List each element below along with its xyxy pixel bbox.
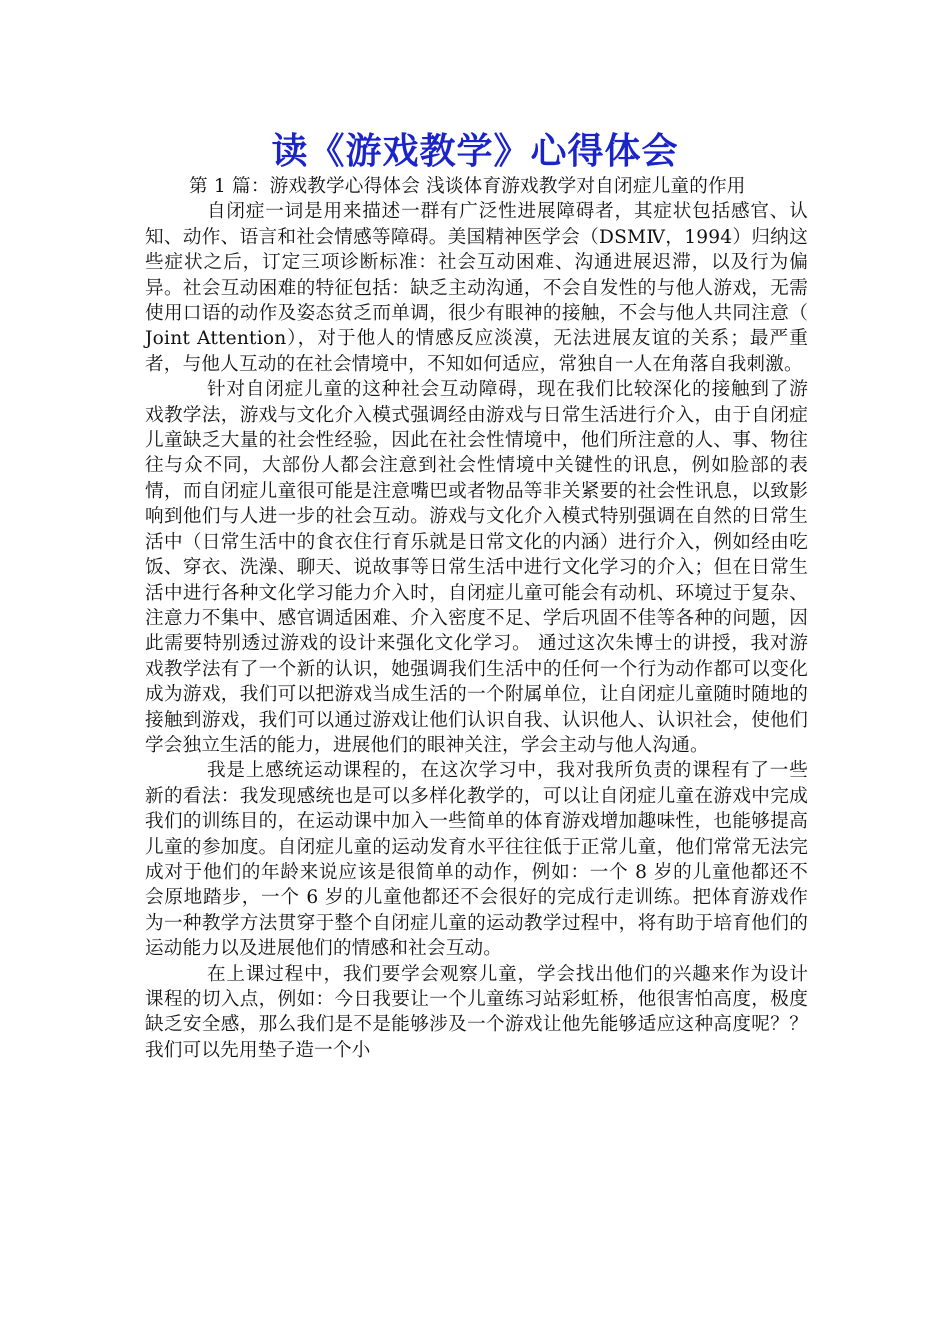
document-title: 读《游戏教学》心得体会 [271, 131, 679, 172]
paragraph-2: 针对自闭症儿童的这种社会互动障碍，现在我们比较深化的接触到了游戏教学法，游戏与文化介入模式强调经由游戏与日常生活进行介入，由于自闭症儿童缺乏大量的社会性经验，因此在社会性情境中，他们所注意的人、事、物往往与众不同，大部份人都会注意到社会性情境中关键性的讯息，例如脸部的表情，而自闭症儿童很可能是注意嘴巴或者物品等非关紧要的社会性讯息，以致影响到他们与人进一步的社会互动。游戏与文化介入模式特别强调在自然的日常生活中（日常生活中的食衣住行育乐就是日常文化的内涵）进行介入，例如经由吃饭、穿衣、洗澡、聊天、说故事等日常生活中进行文化学习的介入；但在日常生活中进行各种文化学习能力介入时，自闭症儿童可能会有动机、环境过于复杂、注意力不集中、感官调适困难、介入密度不足、学后巩固不佳等各种的问题，因此需要特别透过游戏的设计来强化文化学习。 通过这次朱博士的讲授，我对游戏教学法有了一个新的认识，她强调我们生活中的任何一个行为动作都可以变化成为游戏，我们可以把游戏当成生活的一个附属单位，让自闭症儿童随时随地的接触到游戏，我们可以通过游戏让他们认识自我、认识他人、认识社会，使他们学会独立生活的能力，进展他们的眼神关注，学会主动与他人沟通。 [145, 379, 808, 756]
article-subtitle: 第 1 篇：游戏教学心得体会 浅谈体育游戏教学对自闭症儿童的作用 [189, 176, 746, 197]
document-body [145, 174, 808, 1063]
paragraph-4: 在上课过程中，我们要学会观察儿童，学会找出他们的兴趣来作为设计课程的切入点，例如：今日我要让一个儿童练习站彩虹桥，他很害怕高度，极度缺乏安全感，那么我们是不是能够涉及一个游戏让他先能够适应这种高度呢？？我们可以先用垫子造一个小 [145, 963, 808, 1061]
paragraph-3: 我是上感统运动课程的，在这次学习中，我对我所负责的课程有了一些新的看法：我发现感统也是可以多样化教学的，可以让自闭症儿童在游戏中完成我们的训练目的，在运动课中加入一些简单的体育游戏增加趣味性，也能够提高儿童的参加度。自闭症儿童的运动发育水平往往低于正常儿童，他们常常无法完成对于他们的年龄来说应该是很简单的动作，例如：一个 8 岁的儿童他都还不会原地踏步，一个 6 岁的儿童他都还不会很好的完成行走训练。把体育游戏作为一种教学方法贯穿于整个自闭症儿童的运动教学过程中，将有助于培育他们的运动能力以及进展他们的情感和社会互动。 [145, 760, 808, 960]
paragraph-1: 自闭症一词是用来描述一群有广泛性进展障碍者，其症状包括感官、认知、动作、语言和社会情感等障碍。美国精神医学会（DSMⅣ，1994）归纳这些症状之后，订定三项诊断标准：社会互动困难、沟通进展迟滞，以及行为偏异。社会互动困难的特征包括：缺乏主动沟通，不会自发性的与他人游戏，无需使用口语的动作及姿态贫乏而单调，很少有眼神的接触，不会与他人共同注意（ Joint Attention），对于他人的情感反应淡漠，无法进展友谊的关系；最严重者，与他人互动的在社会情境中，不知如何适应，常独自一人在角落自我刺激。 [145, 201, 808, 375]
